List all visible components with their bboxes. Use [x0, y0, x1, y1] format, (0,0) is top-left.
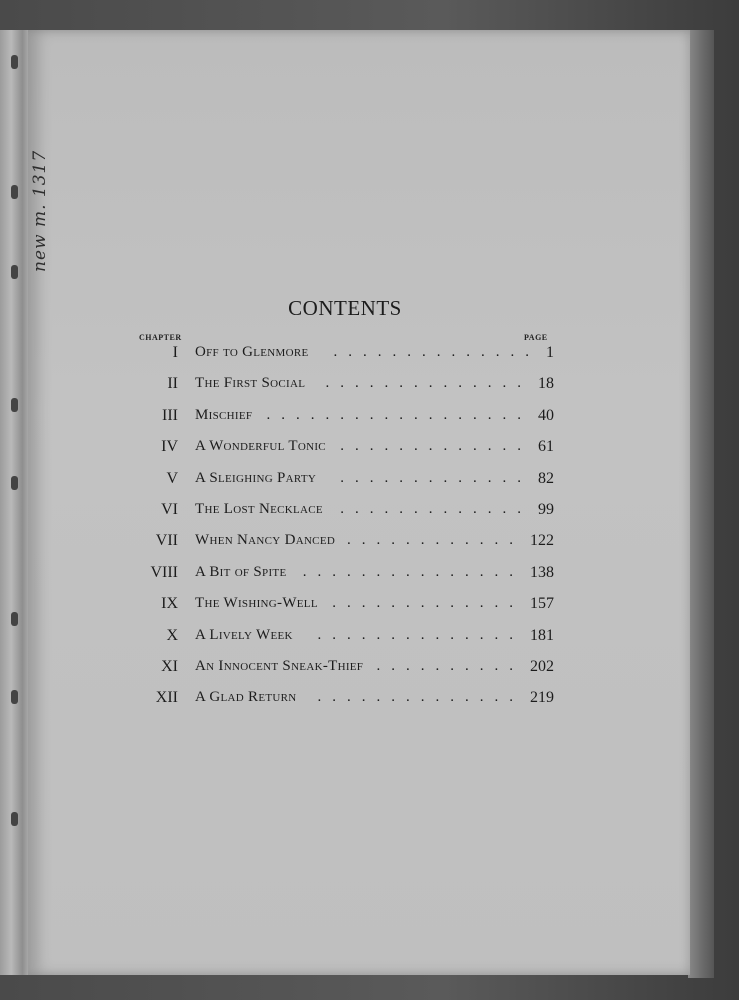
toc-row: [0, 627, 690, 651]
chapter-title: A Lively Week: [195, 627, 293, 643]
page-number: 138: [530, 564, 554, 581]
chapter-title: Off to Glenmore: [195, 344, 309, 360]
chapter-numeral: XII: [155, 689, 178, 706]
leader-dots: ..............: [317, 689, 524, 705]
stitch-mark: [11, 265, 18, 279]
toc-row: [0, 501, 690, 525]
page-number: 18: [538, 375, 554, 392]
chapter-title: A Glad Return: [195, 689, 297, 705]
toc-row: [0, 470, 690, 494]
chapter-numeral: X: [166, 627, 178, 644]
leader-dots: .............: [340, 470, 532, 486]
chapter-title: A Sleighing Party: [195, 470, 317, 486]
chapter-title: A Wonderful Tonic: [195, 438, 326, 454]
stitch-mark: [11, 185, 18, 199]
page-number: 1: [546, 344, 554, 361]
chapter-title: An Innocent Sneak-Thief: [195, 658, 364, 674]
leader-dots: ..................: [266, 407, 532, 423]
toc-row: [0, 595, 690, 619]
leader-dots: ...............: [302, 564, 524, 580]
toc-row: [0, 375, 690, 399]
chapter-title: The Lost Necklace: [195, 501, 323, 517]
chapter-numeral: III: [162, 407, 178, 424]
chapter-numeral: VI: [161, 501, 178, 518]
chapter-numeral: IX: [161, 595, 178, 612]
page-number: 61: [538, 438, 554, 455]
leader-dots: ............: [347, 532, 524, 548]
page-number: 122: [530, 532, 554, 549]
leader-dots: ..............: [317, 627, 524, 643]
page-number: 99: [538, 501, 554, 518]
page-number: 181: [530, 627, 554, 644]
leader-dots: ..............: [333, 344, 540, 360]
page-number: 40: [538, 407, 554, 424]
leader-dots: ..............: [325, 375, 532, 391]
toc-row: [0, 689, 690, 713]
contents-title: CONTENTS: [288, 296, 402, 320]
toc-row: [0, 407, 690, 431]
page-number: 202: [530, 658, 554, 675]
chapter-column-header: CHAPTER: [139, 333, 182, 342]
leader-dots: .............: [340, 501, 532, 517]
chapter-title: When Nancy Danced: [195, 532, 336, 548]
chapter-numeral: VII: [155, 532, 178, 549]
chapter-numeral: I: [172, 344, 178, 361]
toc-row: [0, 532, 690, 556]
toc-row: [0, 658, 690, 682]
handwritten-note: new m. 1317: [30, 149, 50, 272]
chapter-title: A Bit of Spite: [195, 564, 287, 580]
page-column-header: PAGE: [524, 333, 548, 342]
page-number: 157: [530, 595, 554, 612]
leader-dots: .............: [332, 595, 524, 611]
chapter-numeral: II: [167, 375, 178, 392]
page-number: 219: [530, 689, 554, 706]
chapter-numeral: XI: [161, 658, 178, 675]
chapter-numeral: IV: [161, 438, 178, 455]
toc-row: [0, 564, 690, 588]
page-number: 82: [538, 470, 554, 487]
leader-dots: .............: [340, 438, 532, 454]
chapter-numeral: VIII: [150, 564, 178, 581]
stitch-mark: [11, 812, 18, 826]
leader-dots: ..........: [376, 658, 524, 674]
chapter-title: Mischief: [195, 407, 253, 423]
toc-row: [0, 438, 690, 462]
toc-row: [0, 344, 690, 368]
stitch-mark: [11, 55, 18, 69]
page-edge: [688, 30, 714, 978]
chapter-title: The Wishing-Well: [195, 595, 318, 611]
chapter-numeral: V: [166, 470, 178, 487]
chapter-title: The First Social: [195, 375, 306, 391]
